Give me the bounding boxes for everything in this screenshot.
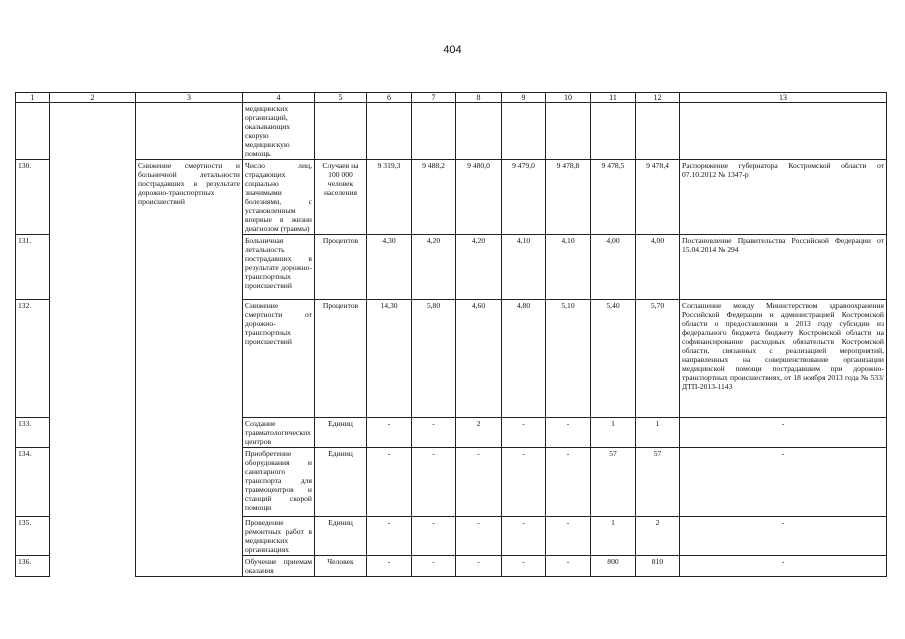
cell-number: 133. <box>16 418 50 448</box>
cell-value: 5,80 <box>412 300 456 418</box>
cell-basis: Распоряжение губернатора Костромской области от 07.10.2012 № 1347-р <box>680 160 887 235</box>
cell-basis: - <box>680 448 887 517</box>
cell-number: 135. <box>16 517 50 556</box>
page-number: 404 <box>443 44 462 56</box>
cell-value: 9 480,0 <box>456 160 502 235</box>
cell-basis: - <box>680 556 887 577</box>
cell-value: 4,20 <box>412 235 456 300</box>
cell-basis: - <box>680 418 887 448</box>
cell-value: 800 <box>591 556 636 577</box>
cell-unit: Процентов <box>315 235 367 300</box>
cell-value: - <box>367 517 412 556</box>
cell-empty <box>50 160 136 577</box>
cell-value: - <box>412 448 456 517</box>
cell-value: 57 <box>591 448 636 517</box>
cell-group-name: Снижение смертности и больничной летальности пострадавших в результате дорожно-транспортных происшествий <box>136 160 243 577</box>
cell-unit <box>315 103 367 160</box>
column-header: 3 <box>136 93 243 103</box>
cell-value: 14,30 <box>367 300 412 418</box>
indicators-table <box>15 92 887 577</box>
column-header: 1 <box>16 93 50 103</box>
cell-value: - <box>502 448 546 517</box>
cell-value <box>412 103 456 160</box>
cell-value: 5,10 <box>546 300 591 418</box>
table-row-continuation <box>16 103 887 160</box>
column-header: 2 <box>50 93 136 103</box>
cell-value: - <box>412 556 456 577</box>
cell-indicator: Больничная летальность пострадавших в результате дорожно-транспортных происшествий <box>243 235 315 300</box>
cell-number: 136. <box>16 556 50 577</box>
cell-value: 9 478,4 <box>636 160 680 235</box>
cell-basis: - <box>680 517 887 556</box>
cell-value <box>636 103 680 160</box>
cell-value: - <box>546 556 591 577</box>
cell-indicator: медицинских организаций, оказывающих скорую медицинскую помощь <box>243 103 315 160</box>
cell-number: 132. <box>16 300 50 418</box>
cell-value: 4,10 <box>502 235 546 300</box>
column-header: 5 <box>315 93 367 103</box>
cell-number: 131. <box>16 235 50 300</box>
cell-value <box>591 103 636 160</box>
column-header: 10 <box>546 93 591 103</box>
cell-indicator: Снижение смертности от дорожно-транспортных происшествий <box>243 300 315 418</box>
cell-value: - <box>502 418 546 448</box>
cell-value <box>367 103 412 160</box>
cell-empty <box>136 103 243 160</box>
cell-value: 4,30 <box>367 235 412 300</box>
cell-indicator: Проведение ремонтных работ в медицинских организациях <box>243 517 315 556</box>
cell-value: - <box>546 418 591 448</box>
cell-value: 1 <box>591 418 636 448</box>
cell-value: - <box>456 448 502 517</box>
cell-value: - <box>456 517 502 556</box>
cell-basis: Соглашение между Министерством здравоохранения Российской Федерации и администрацией Костромской области о предоставлении в 2013 году субсидии из федерального бюджета бюджету Костромской области на софинансирование расходных обязательств Костромской области, связанных с реализацией мероприятий, направленных на совершенствование организации медицинской помощи пострадавшим при дорожно-транспортных происшествиях, от 18 ноября 2013 года № 533/ДТП-2013-1143 <box>680 300 887 418</box>
column-header: 6 <box>367 93 412 103</box>
column-header: 13 <box>680 93 887 103</box>
cell-number: 130. <box>16 160 50 235</box>
cell-value: 810 <box>636 556 680 577</box>
cell-value <box>502 103 546 160</box>
column-header: 8 <box>456 93 502 103</box>
cell-number: 134. <box>16 448 50 517</box>
cell-value: 4,20 <box>456 235 502 300</box>
cell-value: 9 478,8 <box>546 160 591 235</box>
table-header <box>16 93 887 103</box>
cell-value: 4,00 <box>591 235 636 300</box>
cell-value: 9 479,0 <box>502 160 546 235</box>
cell-value: - <box>412 418 456 448</box>
cell-value: 2 <box>636 517 680 556</box>
cell-value: - <box>502 517 546 556</box>
cell-value: 1 <box>591 517 636 556</box>
cell-indicator: Приобретение оборудования и санитарного транспорта для травмоцентров и станций скорой помощи <box>243 448 315 517</box>
cell-value: - <box>367 418 412 448</box>
cell-value: 4,80 <box>502 300 546 418</box>
cell-value <box>546 103 591 160</box>
cell-unit: Единиц <box>315 448 367 517</box>
cell-value: 5,70 <box>636 300 680 418</box>
cell-unit: Случаев на 100 000 человек населения <box>315 160 367 235</box>
column-header: 4 <box>243 93 315 103</box>
cell-value: 5,40 <box>591 300 636 418</box>
cell-value: 9 478,5 <box>591 160 636 235</box>
cell-basis: Постановление Правительства Российской Федерации от 15.04.2014 № 294 <box>680 235 887 300</box>
cell-unit: Единиц <box>315 418 367 448</box>
cell-indicator: Создание травматологических центров <box>243 418 315 448</box>
cell-unit: Человек <box>315 556 367 577</box>
cell-empty <box>50 103 136 160</box>
cell-value: 9 488,2 <box>412 160 456 235</box>
cell-value: - <box>502 556 546 577</box>
cell-value: 4,60 <box>456 300 502 418</box>
cell-value: - <box>546 517 591 556</box>
cell-unit: Процентов <box>315 300 367 418</box>
cell-value: 4,00 <box>636 235 680 300</box>
cell-value: - <box>367 448 412 517</box>
column-header: 9 <box>502 93 546 103</box>
cell-value: - <box>546 448 591 517</box>
cell-indicator: Обучение приемам оказания <box>243 556 315 577</box>
cell-indicator: Число лиц, страдающих социально значимыми болезнями, с установленным впервые в жизни диагнозом (травмы) <box>243 160 315 235</box>
cell-value: 57 <box>636 448 680 517</box>
cell-value <box>456 103 502 160</box>
cell-value: - <box>456 556 502 577</box>
table-row <box>16 160 887 235</box>
column-header: 12 <box>636 93 680 103</box>
cell-value: - <box>367 556 412 577</box>
cell-value: 2 <box>456 418 502 448</box>
cell-unit: Единиц <box>315 517 367 556</box>
cell-basis <box>680 103 887 160</box>
column-header: 11 <box>591 93 636 103</box>
column-header: 7 <box>412 93 456 103</box>
cell-value: 1 <box>636 418 680 448</box>
cell-value: 4,10 <box>546 235 591 300</box>
cell-number <box>16 103 50 160</box>
cell-value: 9 319,3 <box>367 160 412 235</box>
cell-value: - <box>412 517 456 556</box>
